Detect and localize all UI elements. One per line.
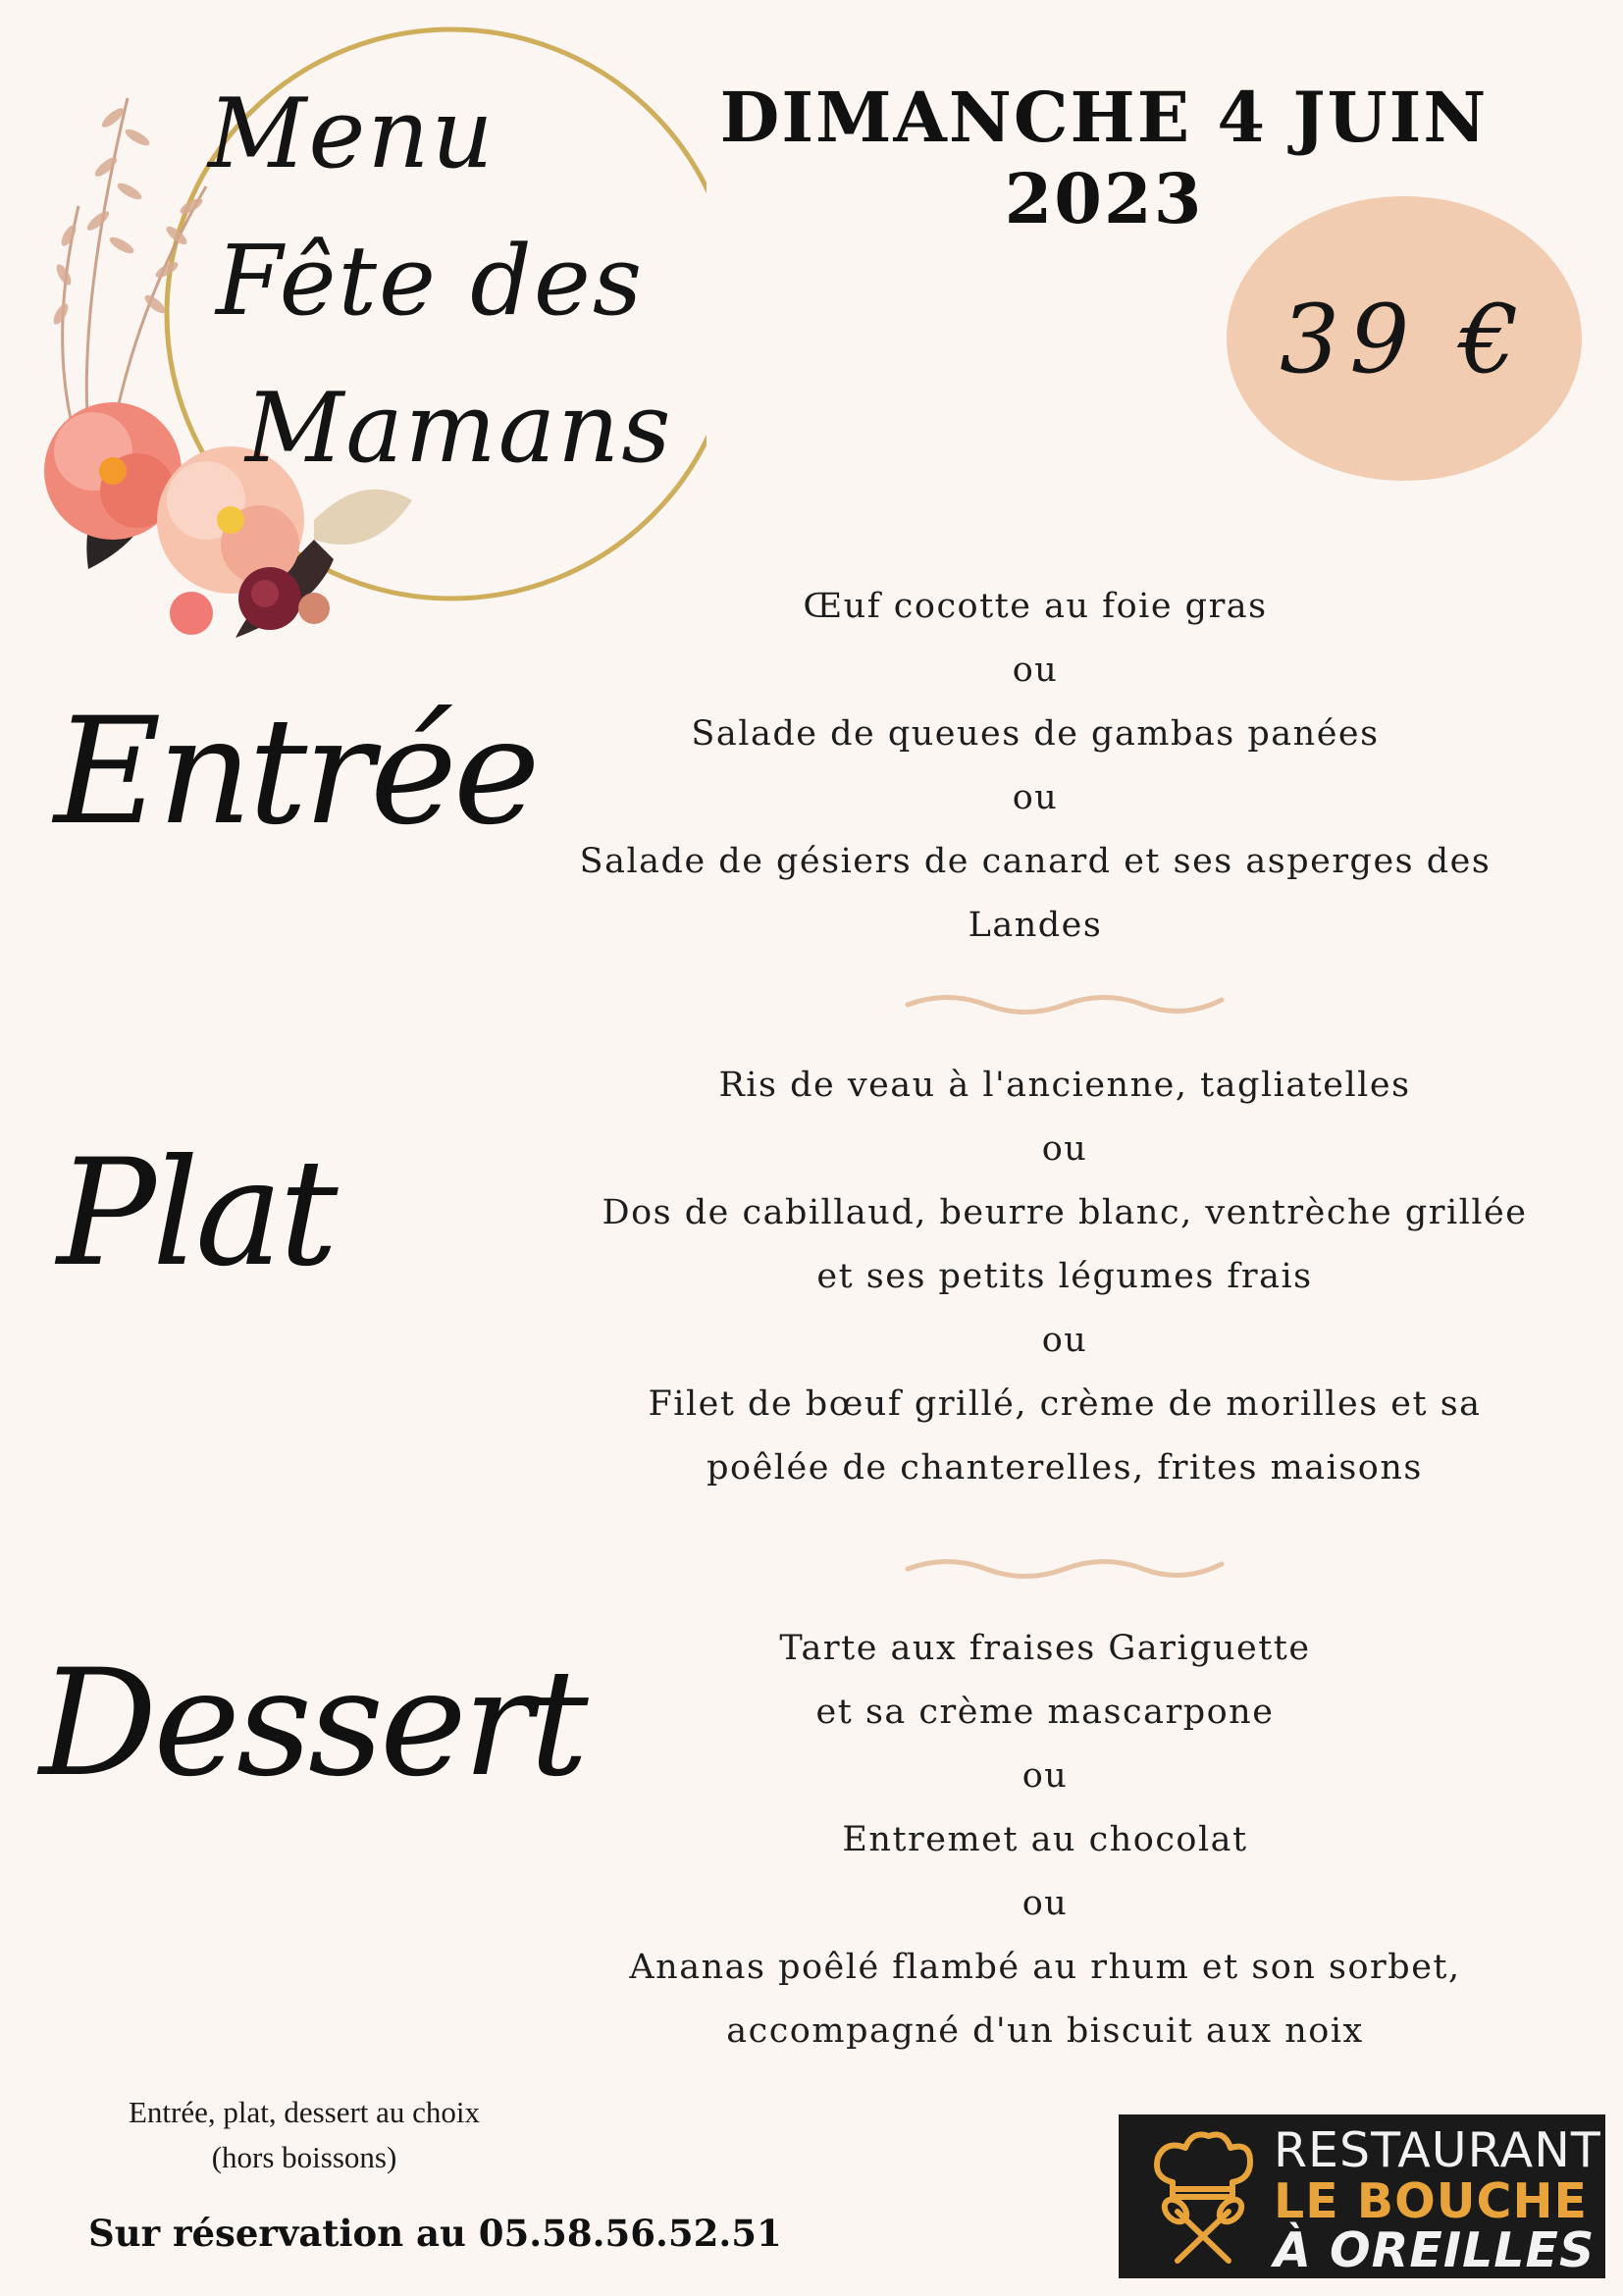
logo-text-a-oreilles: À OREILLES (1274, 2222, 1596, 2278)
dessert-menu-list (559, 1617, 1531, 2063)
menu-price: 39 € (1280, 285, 1529, 394)
menu-item: Landes (968, 906, 1103, 945)
menu-item: Filet de bœuf grillé, crème de morilles et sa (648, 1384, 1482, 1424)
menu-separator-ou: ou (1021, 1884, 1069, 1923)
wave-divider (903, 988, 1227, 1021)
menu-item: Ris de veau à l'ancienne, tagliatelles (718, 1066, 1411, 1105)
menu-separator-ou: ou (1012, 778, 1059, 817)
menu-separator-ou: ou (1012, 651, 1059, 690)
footer-note-line: (hors boissons) (211, 2140, 397, 2174)
chef-hat-spoons-icon (1148, 2128, 1258, 2266)
event-date: DIMANCHE 4 JUIN 2023 (719, 77, 1489, 239)
mamans-title: Mamans (245, 373, 673, 485)
menu-item: accompagné d'un biscuit aux noix (726, 2011, 1364, 2051)
menu-item: Entremet au chocolat (842, 1820, 1248, 1859)
reservation-phone: Sur réservation au 05.58.56.52.51 (88, 2212, 782, 2255)
plat-section-title: Plat (57, 1128, 335, 1299)
menu-separator-ou: ou (1041, 1129, 1088, 1169)
entree-section-title: Entrée (54, 687, 537, 858)
menu-item: poêlée de chanterelles, frites maisons (707, 1448, 1423, 1487)
menu-title: Menu (208, 78, 496, 190)
entree-menu-list (550, 575, 1521, 958)
menu-separator-ou: ou (1021, 1756, 1069, 1796)
fete-title: Fête des (216, 226, 645, 338)
menu-item: Œuf cocotte au foie gras (803, 587, 1268, 626)
menu-item: Salade de queues de gambas panées (691, 714, 1380, 754)
menu-item: et sa crème mascarpone (815, 1693, 1275, 1732)
logo-text-restaurant: RESTAURANT (1274, 2122, 1601, 2178)
menu-item: Tarte aux fraises Gariguette (779, 1629, 1311, 1668)
menu-item: Dos de cabillaud, beurre blanc, ventrèche grillée (602, 1193, 1528, 1232)
menu-item: et ses petits légumes frais (816, 1257, 1313, 1296)
footer-note-line: Entrée, plat, dessert au choix (128, 2095, 481, 2129)
wave-divider (903, 1552, 1227, 1586)
menu-separator-ou: ou (1041, 1321, 1088, 1360)
footer-note (59, 2090, 550, 2180)
menu-item: Salade de gésiers de canard et ses asperges des (579, 842, 1492, 881)
plat-menu-list (579, 1054, 1550, 1500)
restaurant-logo (1119, 2114, 1605, 2278)
logo-text-le-bouche: LE BOUCHE (1274, 2173, 1588, 2229)
dessert-section-title: Dessert (39, 1639, 585, 1809)
menu-item: Ananas poêlé flambé au rhum et son sorbet, (629, 1948, 1461, 1987)
